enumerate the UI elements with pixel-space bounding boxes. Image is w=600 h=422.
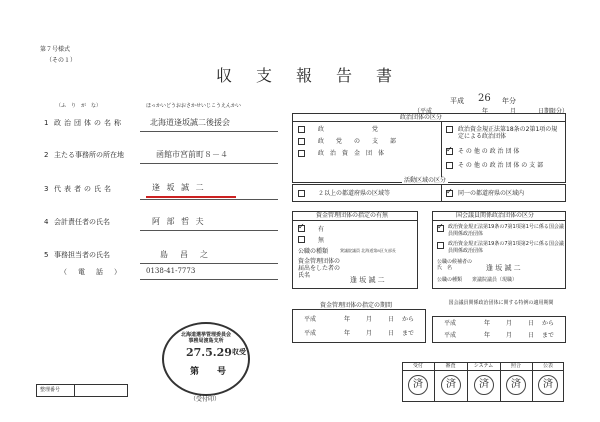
furigana-label: （ふ り が な） <box>56 103 102 109</box>
checkbox-party-branch[interactable] <box>298 138 305 145</box>
activity-same: 同一の都道府県の区域内 <box>458 190 525 197</box>
diet-period-to-month: 月 <box>506 332 513 339</box>
fund-period-to-month: 月 <box>366 330 373 337</box>
address-value: 函館市宮前町８－４ <box>156 150 228 159</box>
diet-period-to-year: 年 <box>484 332 491 339</box>
diet-period-to-era: 平成 <box>444 332 457 339</box>
ref-number-label: 整理番号 <box>40 387 61 393</box>
row-3-label: 代表者の氏名 <box>54 185 114 193</box>
period-detail-year: 年 <box>482 108 489 115</box>
diet-type-value: 衆議院議員（現職） <box>472 277 518 283</box>
org-type-party: 政 党 <box>318 126 379 133</box>
diet-period-to-label: まで <box>542 332 555 339</box>
diet-period-from-month: 月 <box>506 320 513 327</box>
diet-period-from-year: 年 <box>484 320 491 327</box>
representative-value: 逢 坂 誠 二 <box>152 183 206 192</box>
accountant-underline <box>140 230 278 231</box>
phone-value: 0138-41-7773 <box>146 267 196 275</box>
stamp-date: 27.5.29 <box>186 346 232 359</box>
stamp-org-line1: 北海道選挙管理委員会 <box>180 332 231 338</box>
row-4-num: 4 <box>44 218 49 226</box>
representative-underline <box>140 199 278 200</box>
page-title: 収 支 報 告 書 <box>216 66 397 85</box>
fund-official-type-label: 公職の種類 <box>298 248 329 255</box>
approval-stamp-system: 済 <box>474 375 494 395</box>
period-detail-open: （平成 <box>414 108 433 115</box>
accountant-value: 阿 部 哲 夫 <box>152 217 206 226</box>
fund-mgmt-header: 資金管理団体の指定の有無 <box>316 212 389 219</box>
approval-header-publication: 公表 <box>542 363 553 369</box>
checkbox-party[interactable] <box>298 126 305 133</box>
row-2-num: 2 <box>44 151 49 159</box>
fund-yes-label: 有 <box>318 226 325 233</box>
diet-candidate-label: 公職の候補者の 氏 名 <box>437 259 478 271</box>
phone-underline <box>140 279 278 280</box>
fund-designator-label: 資金管理団体の届出をした者の氏名 <box>298 258 341 279</box>
org-type-other: そ の 他 の 政 治 団 体 <box>458 148 520 155</box>
approval-header-review: 審査 <box>445 363 456 369</box>
approval-header-system: システム <box>473 363 494 369</box>
period-detail-close: 日期限分） <box>538 108 569 115</box>
fund-period-from-day: 日 <box>388 316 395 323</box>
diet-period-from-label: から <box>542 320 555 327</box>
org-type-art18: 政治資金規正法第18条の2第1項の規定による政治団体 <box>458 126 558 140</box>
activity-multi: ２以上の都道府県の区域等 <box>318 190 391 197</box>
diet-period-header: 国会議員関係政治団体に関する特例の適用期間 <box>448 300 554 306</box>
period-detail-month: 月 <box>510 108 517 115</box>
row-5-num: 5 <box>44 251 49 259</box>
row-1-num: 1 <box>44 119 49 127</box>
fund-period-from-year: 年 <box>344 316 351 323</box>
check-mark-diet-item1: ✓ <box>437 222 444 231</box>
check-mark-fund-yes: ✓ <box>298 222 305 231</box>
checkbox-art18[interactable] <box>446 126 453 133</box>
diet-period-from-day: 日 <box>528 320 535 327</box>
approval-stamp-review: 済 <box>441 375 461 395</box>
form-part: （その１） <box>46 57 77 64</box>
fund-period-from-label: から <box>402 316 415 323</box>
approval-stamp-publication: 済 <box>538 375 558 395</box>
row-2-label: 主たる事務所の所在地 <box>54 151 124 159</box>
org-name-underline <box>140 131 278 132</box>
diet-type-label: 公職の種類 <box>437 277 463 283</box>
approval-stamp-reception: 済 <box>408 375 428 395</box>
fund-official-type-value: 衆議院議員 北海道第8区支部長 <box>340 248 396 253</box>
fund-period-to-day: 日 <box>388 330 395 337</box>
org-type-other-branch: そ の 他 の 政 治 団 体 の 支 部 <box>458 162 544 169</box>
diet-candidate-value: 逢 坂 誠 二 <box>486 264 521 272</box>
fund-period-box <box>292 309 426 343</box>
org-name-value: 北海道逢坂誠二後援会 <box>150 118 230 127</box>
stamp-received: 収受 <box>232 348 246 356</box>
fund-period-to-era: 平成 <box>304 330 317 337</box>
fund-period-to-year: 年 <box>344 330 351 337</box>
clerk-value: 島 昌 之 <box>160 250 210 259</box>
stamp-caption: （受付印） <box>190 396 221 403</box>
approval-stamp-collation: 済 <box>506 375 526 395</box>
clerk-underline <box>140 263 278 264</box>
activity-header: 活動区域の区分 <box>404 177 447 184</box>
org-type-box <box>292 113 566 183</box>
checkbox-fund-no[interactable] <box>298 236 305 243</box>
representative-red-underline <box>146 196 236 198</box>
approval-header-collation: 照合 <box>510 363 521 369</box>
row-1-label: 政治団体の名称 <box>54 119 124 127</box>
period-year: 26 <box>478 93 491 104</box>
phone-label: （ 電 話 ） <box>60 268 123 276</box>
stamp-org-line2: 事務局渡島支所 <box>188 338 224 344</box>
diet-item1: 政治資金規正法第19条の7第1項第1号に係る国会議員関係政治団体 <box>448 224 564 237</box>
fund-period-from-month: 月 <box>366 316 373 323</box>
checkbox-fund-org[interactable] <box>298 150 305 157</box>
check-mark-same-prefecture: ✓ <box>446 187 453 196</box>
fund-period-to-label: まで <box>402 330 415 337</box>
form-id: 第７号様式 <box>40 46 71 53</box>
fund-period-from-era: 平成 <box>304 316 317 323</box>
period-suffix: 年分 <box>502 97 516 105</box>
diet-header: 国会議員関係政治団体の区分 <box>456 212 535 219</box>
org-type-fund-org: 政 治 資 金 団 体 <box>318 150 385 157</box>
diet-period-to-day: 日 <box>528 332 535 339</box>
row-5-label: 事務担当者の氏名 <box>54 251 110 259</box>
fund-designator-value: 逢 坂 誠 二 <box>350 276 385 284</box>
address-underline <box>140 163 278 164</box>
row-4-label: 会計責任者の氏名 <box>54 218 110 226</box>
org-type-header: 政治団体の区分 <box>400 114 443 121</box>
checkbox-multi-prefecture[interactable] <box>298 190 305 197</box>
fund-period-header: 資金管理団体の指定の期間 <box>320 302 393 309</box>
checkbox-other-branch[interactable] <box>446 162 453 169</box>
diet-period-from-era: 平成 <box>444 320 457 327</box>
org-type-party-branch: 政 党 の 支 部 <box>318 138 397 145</box>
furigana-value: ほっかいどうおおさかせいじこうえんかい <box>146 103 242 109</box>
fund-no-label: 無 <box>318 237 325 244</box>
diet-item2: 政治資金規正法第19条の7第1項第2号に係る国会議員関係政治団体 <box>448 241 564 254</box>
row-3-num: 3 <box>44 185 49 193</box>
check-mark-other-org: ✓ <box>446 145 453 154</box>
approval-header-reception: 受付 <box>412 363 423 369</box>
period-prefix: 平成 <box>450 97 464 105</box>
checkbox-diet-item2[interactable] <box>437 242 444 249</box>
stamp-number: 第 号 <box>190 367 227 377</box>
